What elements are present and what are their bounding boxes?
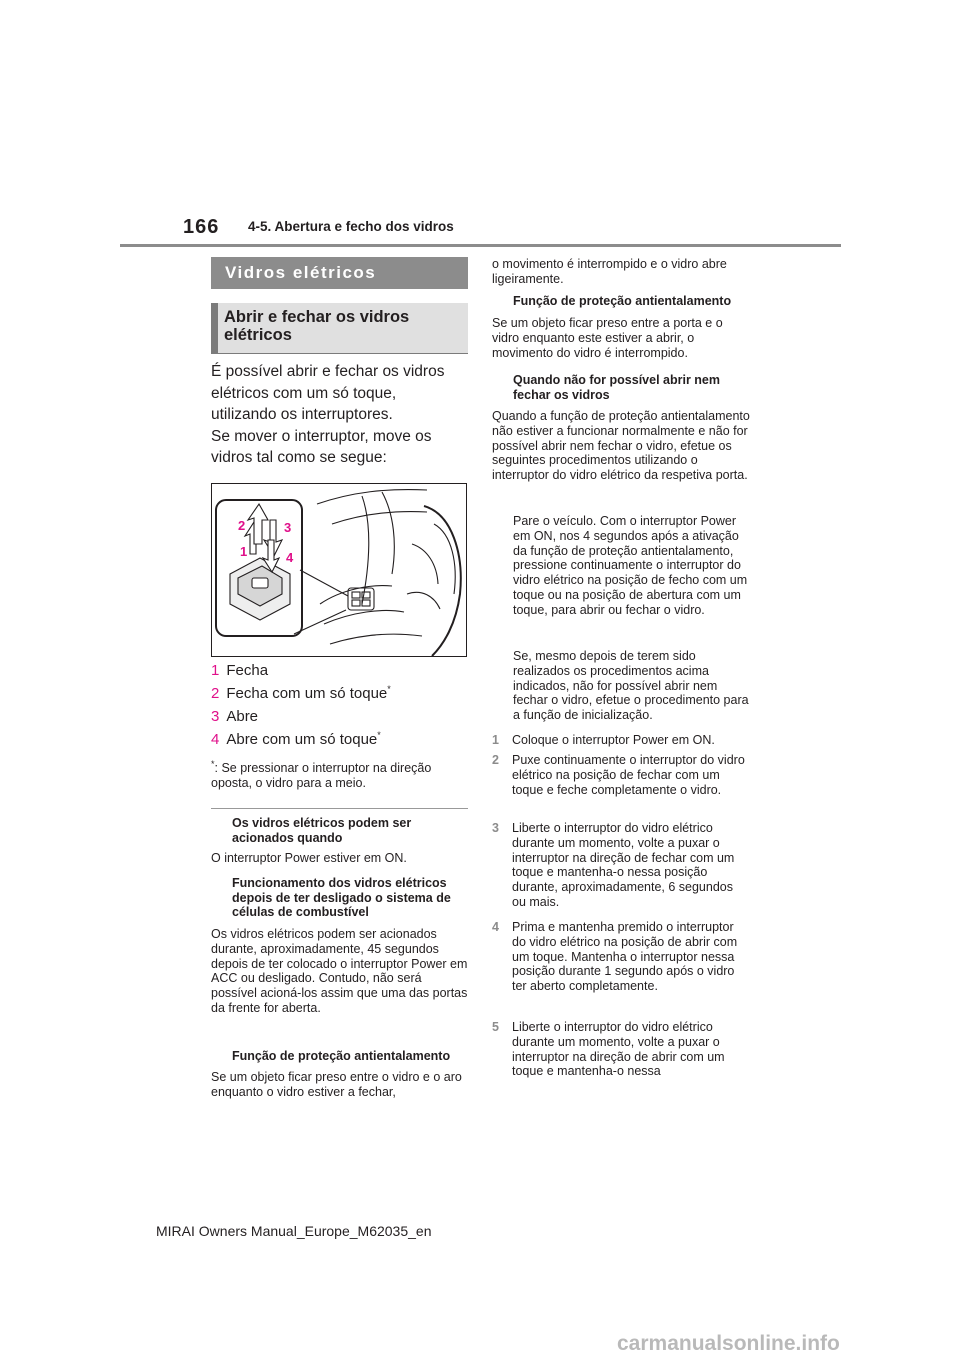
note-heading: Os vidros elétricos podem ser acionados quando — [232, 816, 412, 845]
note-body: O interruptor Power estiver em ON. — [211, 851, 407, 865]
subheading-band — [211, 303, 468, 353]
window-switch-illustration — [211, 483, 467, 657]
header-rule — [120, 244, 841, 247]
note-heading: Quando não for possível abrir nem fechar os vidros — [513, 373, 720, 402]
step-text: Puxe continuamente o interruptor do vidro elétrico na posição de fechar com um toque e feche completamente o vidro. — [512, 753, 745, 797]
procedure-step — [492, 753, 750, 817]
note-body: Pare o veículo. Com o interruptor Power em ON, nos 4 segundos após a ativação da função de proteção antientalamento, pressione continuamente o interruptor do vidro elétrico na posição de fecho com um toque ou na posição de abertura com um toque, para abrir ou fechar o vidro. — [513, 514, 748, 617]
footnote-text: : Se pressionar o interruptor na direção oposta, o vidro para a meio. — [211, 761, 432, 791]
intro-line: utilizando os interruptores. — [211, 406, 393, 423]
illustration-svg — [212, 484, 467, 657]
step-number: 3 — [492, 821, 499, 835]
procedure-step — [492, 1020, 750, 1084]
legend-star: * — [377, 730, 381, 740]
note-body: Se, mesmo depois de terem sido realizados os procedimentos acima indicados, não for possível abrir nem fechar o vidro, efetue o procedimento para a função de inicialização. — [513, 649, 749, 723]
section-title: 4-5. Abertura e fecho dos vidros — [248, 219, 454, 234]
step-text: Prima e mantenha premido o interruptor do vidro elétrico na posição de abrir com um toque. Mantenha o interruptor nessa posição durante 1 segundo após o vidro ter aberto completamente. — [512, 920, 738, 994]
legend-item — [211, 661, 268, 679]
step-number: 1 — [492, 733, 499, 747]
figure-label: 3 — [284, 520, 292, 535]
procedure-step — [492, 821, 750, 915]
page-number: 166 — [183, 216, 220, 238]
step-text: Coloque o interruptor Power em ON. — [512, 733, 715, 747]
legend-number: 1 — [211, 662, 220, 679]
note-heading: Função de proteção antientalamento — [513, 294, 732, 308]
step-number: 4 — [492, 920, 499, 934]
step-text: Liberte o interruptor do vidro elétrico durante um momento, volte a puxar o interruptor na direção de abrir com um toque e mantenha-o nessa — [512, 1020, 725, 1079]
legend-text: Fecha — [226, 662, 269, 679]
procedure-step — [492, 733, 750, 749]
note-heading: Função de proteção antientalamento — [232, 1049, 451, 1063]
note-body: o movimento é interrompido e o vidro abre ligeiramente. — [492, 257, 727, 286]
legend-number: 3 — [211, 708, 220, 725]
footer-text: MIRAI Owners Manual_Europe_M62035_en — [156, 1223, 432, 1239]
legend-star: * — [387, 684, 391, 694]
intro-line: elétricos com um só toque, — [211, 384, 397, 402]
step-number: 5 — [492, 1020, 499, 1034]
subheading-text: Abrir e fechar os vidros elétricos — [224, 308, 410, 344]
note-body: Se um objeto ficar preso entre a porta e o vidro enquanto este estiver a abrir, o movimento do vidro é interrompido. — [492, 316, 723, 360]
note-body: Os vidros elétricos podem ser acionados durante, aproximadamente, 45 segundos depois de ter colocado o interruptor Power em ACC ou desligado. Contudo, não será possível acioná-los assim que uma das portas da frente for aberta. — [211, 927, 468, 1015]
legend-text: Abre com um só toque — [226, 731, 378, 748]
note-body: Quando a função de proteção antientalamento não estiver a funcionar normalmente e não for possível abrir nem fechar o vidro, efetue os seguintes procedimentos utilizando o interruptor do vidro elétrico da respetiva porta. — [492, 409, 750, 483]
intro-line: Se mover o interruptor, move os — [211, 427, 432, 445]
intro-line: vidros tal como se segue: — [211, 449, 387, 466]
intro-line: É possível abrir e fechar os vidros — [211, 363, 445, 380]
footnote — [211, 757, 471, 791]
legend-number: 2 — [211, 685, 220, 702]
note-body: Se um objeto ficar preso entre o vidro e o aro enquanto o vidro estiver a fechar, — [211, 1070, 462, 1099]
step-text: Liberte o interruptor do vidro elétrico durante um momento, volte a puxar o interruptor na direção de fechar com um toque e mantenha-o nessa posição durante, aproximadamente, 6 segundos ou mais. — [512, 821, 735, 909]
heading-band-vidros: Vidros elétricos — [211, 257, 468, 289]
step-number: 2 — [492, 753, 499, 767]
figure-label: 2 — [238, 518, 246, 533]
procedure-step — [492, 920, 750, 1014]
section-divider — [211, 808, 468, 809]
intro-text — [211, 361, 471, 469]
legend-item — [211, 730, 381, 748]
subheading-rule — [211, 353, 468, 354]
legend-text: Abre — [226, 708, 259, 725]
footnote-mark: * — [211, 759, 215, 769]
figure-label: 1 — [240, 544, 248, 559]
watermark: carmanualsonline.info — [617, 1332, 840, 1355]
note-heading: Funcionamento dos vidros elétricos depois de ter desligado o sistema de células de combustível — [232, 876, 451, 919]
legend-text: Fecha com um só toque — [226, 685, 388, 702]
legend-item — [211, 707, 258, 725]
figure-label: 4 — [286, 550, 294, 565]
legend-item — [211, 684, 391, 702]
legend-number: 4 — [211, 731, 220, 748]
